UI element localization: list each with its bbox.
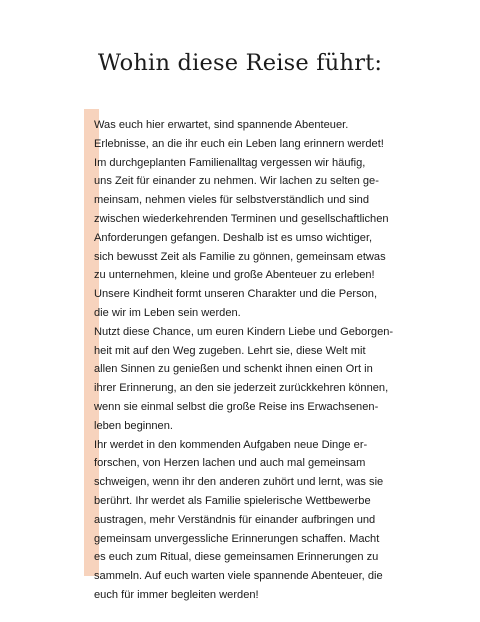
text-line: heit mit auf den Weg zugeben. Lehrt sie, diese Welt mit: [94, 344, 366, 357]
text-line: zwischen wiederkehrenden Terminen und gesellschaftlichen: [94, 212, 389, 225]
text-line: es euch zum Ritual, diese gemeinsamen Erinnerungen zu: [94, 551, 379, 564]
text-line: die wir im Leben sein werden.: [94, 306, 241, 319]
text-line: zu unternehmen, kleine und große Abenteuer zu erleben!: [94, 269, 375, 282]
text-line: berührt. Ihr werdet als Familie spielerische Wettbewerbe: [94, 494, 371, 507]
text-line: Nutzt diese Chance, um euren Kindern Liebe und Geborgen-: [94, 325, 394, 338]
text-line: forschen, von Herzen lachen und auch mal gemeinsam: [94, 457, 366, 470]
text-line: gemeinsam unvergessliche Erinnerungen schaffen. Macht: [94, 532, 380, 545]
text-line: uns Zeit für einander zu nehmen. Wir lachen zu selten ge-: [94, 175, 379, 188]
text-line: ihrer Erinnerung, an den sie jederzeit zurückkehren können,: [94, 382, 389, 395]
text-line: Im durchgeplanten Familienalltag vergessen wir häufig,: [94, 156, 366, 169]
text-line: Erlebnisse, an die ihr euch ein Leben lang erinnern werdet!: [94, 137, 384, 150]
body-text: [94, 116, 414, 605]
text-line: Was euch hier erwartet, sind spannende Abenteuer.: [94, 119, 349, 131]
text-line: euch für immer begleiten werden!: [94, 588, 259, 601]
text-line: sich bewusst Zeit als Familie zu gönnen, gemeinsam etwas: [94, 250, 386, 263]
text-line: Unsere Kindheit formt unseren Charakter und die Person,: [94, 288, 378, 301]
text-line: sammeln. Auf euch warten viele spannende Abenteuer, die: [94, 570, 383, 583]
text-line: Ihr werdet in den kommenden Aufgaben neue Dinge er-: [94, 438, 368, 451]
page-title: Wohin diese Reise führt:: [97, 50, 383, 76]
text-line: Anforderungen gefangen. Deshalb ist es umso wichtiger,: [94, 231, 373, 244]
text-line: wenn sie einmal selbst die große Reise ins Erwachsenen-: [94, 400, 379, 413]
text-line: allen Sinnen zu genießen und schenkt ihnen einen Ort in: [94, 363, 373, 376]
text-line: leben beginnen.: [94, 419, 173, 432]
text-line: schweigen, wenn ihr den anderen zuhört und lernt, was sie: [94, 476, 384, 489]
text-line: meinsam, nehmen vieles für selbstverständlich und sind: [94, 194, 370, 207]
text-line: austragen, mehr Verständnis für einander aufbringen und: [94, 513, 376, 526]
